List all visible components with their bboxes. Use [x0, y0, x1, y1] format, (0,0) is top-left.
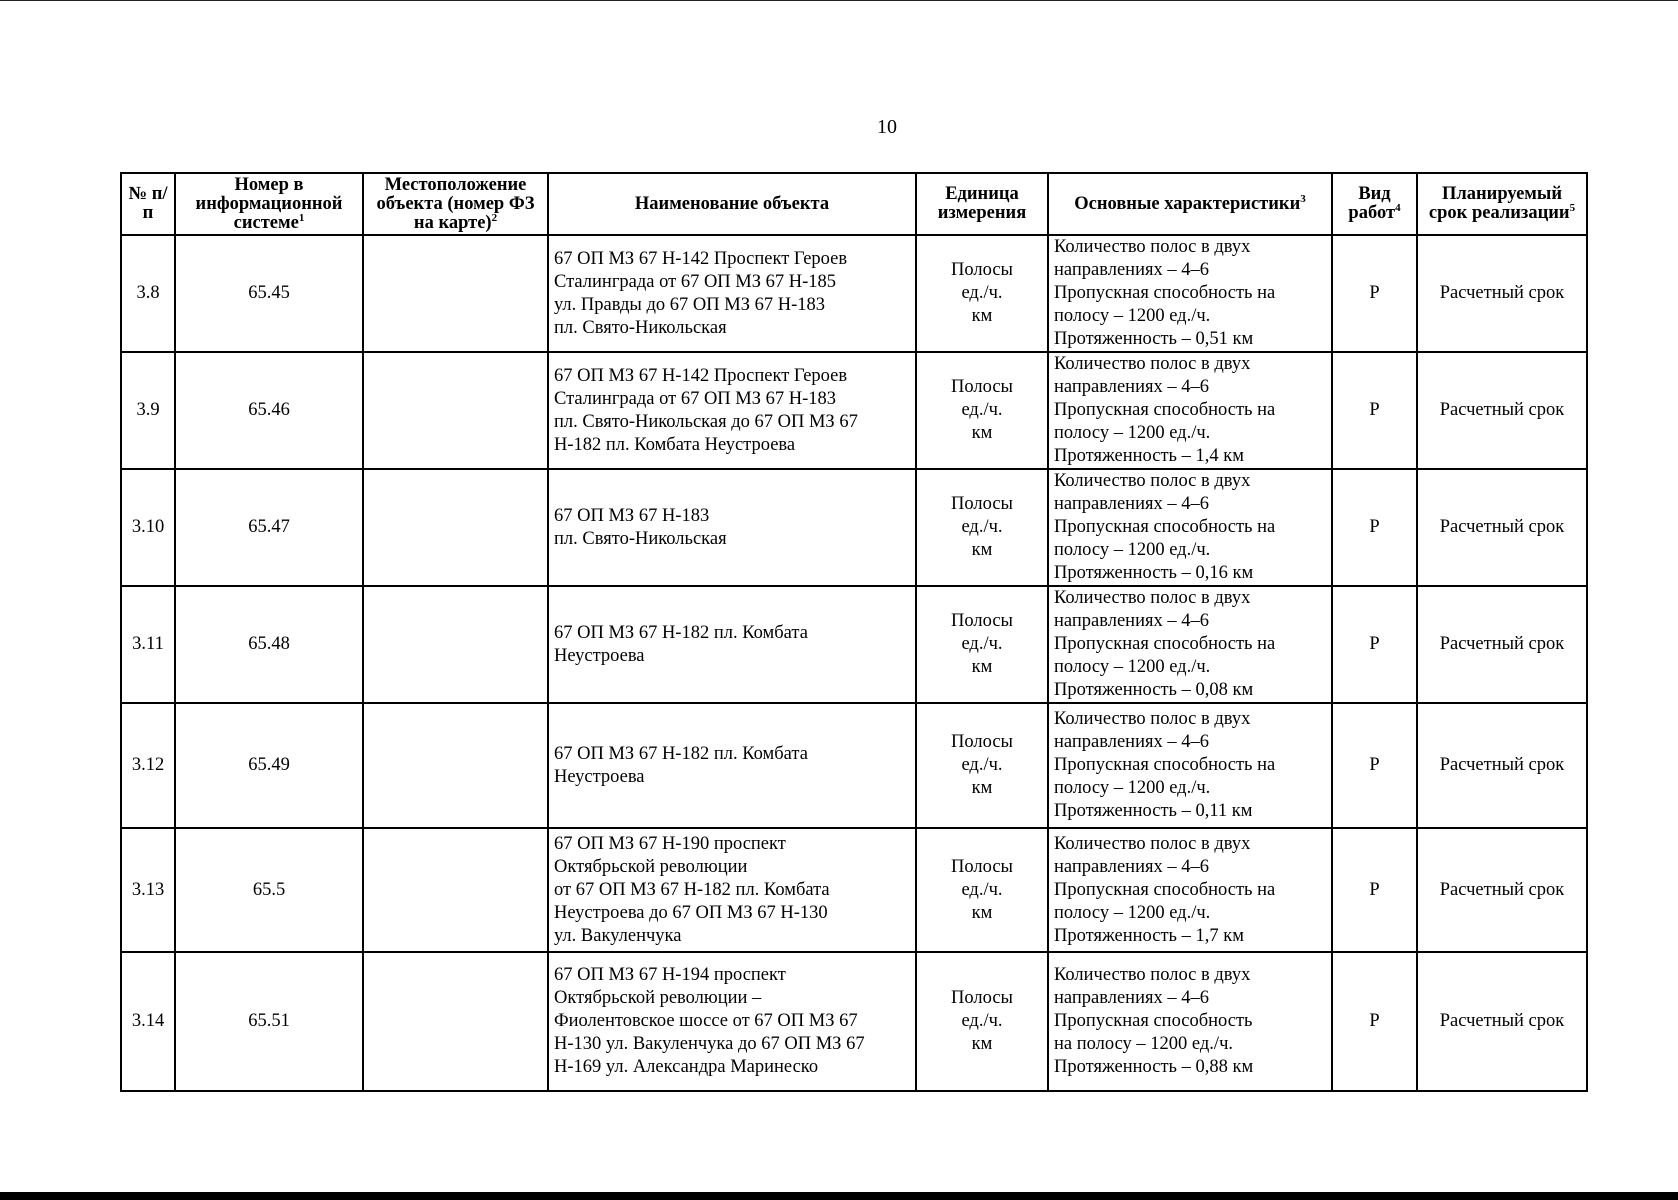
characteristic-line: Пропускная способность [1054, 1011, 1253, 1031]
unit-line: км [971, 540, 993, 560]
characteristic-line: Количество полос в двух [1054, 237, 1251, 257]
characteristic-line: на полосу – 1200 ед./ч. [1054, 1034, 1234, 1054]
cell-term: Расчетный срок [1417, 828, 1587, 952]
cell-num: 3.8 [121, 235, 175, 352]
header-num: № п/п [121, 173, 175, 235]
unit-line: км [971, 423, 993, 443]
cell-characteristics [1048, 352, 1332, 469]
bottom-scan-edge [0, 1192, 1678, 1200]
cell-info-number: 65.49 [175, 703, 363, 828]
header-object-name: Наименование объекта [548, 173, 916, 235]
cell-location [363, 703, 548, 828]
cell-unit [916, 703, 1048, 828]
object-name-line: Неустроева до 67 ОП МЗ 67 Н-130 [554, 902, 828, 923]
cell-info-number: 65.51 [175, 952, 363, 1091]
cell-work-type: Р [1332, 703, 1417, 828]
cell-term: Расчетный срок [1417, 469, 1587, 586]
cell-work-type: Р [1332, 235, 1417, 352]
object-name-line: 67 ОП МЗ 67 Н-142 Проспект Героев [554, 365, 848, 386]
cell-work-type: Р [1332, 352, 1417, 469]
table-row [121, 352, 1587, 469]
table-row [121, 586, 1587, 703]
cell-unit [916, 586, 1048, 703]
unit-line: Полосы [951, 611, 1013, 631]
object-name-line: 67 ОП МЗ 67 Н-183 [554, 505, 710, 526]
characteristic-line: полосу – 1200 ед./ч. [1054, 902, 1211, 923]
header-characteristics: Основные характеристики$^3$ [1048, 173, 1332, 235]
table-row [121, 828, 1587, 952]
unit-line: Полосы [951, 988, 1013, 1008]
object-name-line: пл. Свято-Никольская до 67 ОП МЗ 67 [554, 411, 858, 432]
cell-location [363, 352, 548, 469]
unit-line: Полосы [951, 494, 1013, 514]
header-work-type: Вид работ$^4$ [1332, 173, 1417, 235]
cell-location [363, 586, 548, 703]
object-name-line: от 67 ОП МЗ 67 Н-182 пл. Комбата [554, 879, 830, 900]
unit-line: км [971, 306, 993, 326]
cell-num: 3.14 [121, 952, 175, 1091]
cell-unit [916, 235, 1048, 352]
characteristic-line: Протяженность – 0,08 км [1054, 680, 1254, 700]
unit-line: Полосы [951, 260, 1013, 280]
characteristic-line: Пропускная способность на [1054, 283, 1276, 303]
unit-line: км [971, 778, 993, 798]
object-name-line: 67 ОП МЗ 67 Н-190 проспект [554, 833, 786, 854]
object-name-line: Неустроева [554, 645, 645, 666]
cell-location [363, 952, 548, 1091]
object-name-line: Неустроева [554, 766, 645, 787]
cell-characteristics [1048, 952, 1332, 1091]
object-name-line: пл. Свято-Никольская [554, 317, 727, 338]
object-name-line: пл. Свято-Никольская [554, 528, 727, 549]
cell-work-type: Р [1332, 952, 1417, 1091]
table-row [121, 952, 1587, 1091]
object-name-line: Фиолентовское шоссе от 67 ОП МЗ 67 [554, 1011, 858, 1031]
cell-info-number: 65.47 [175, 469, 363, 586]
object-name-line: 67 ОП МЗ 67 Н-194 проспект [554, 965, 786, 985]
unit-line: Полосы [951, 732, 1013, 752]
cell-object-name [548, 586, 916, 703]
characteristic-line: направлениях – 4–6 [1054, 494, 1209, 514]
cell-object-name [548, 352, 916, 469]
unit-line: ед./ч. [961, 634, 1003, 654]
characteristic-line: полосу – 1200 ед./ч. [1054, 540, 1211, 560]
characteristic-line: полосу – 1200 ед./ч. [1054, 306, 1211, 326]
object-name-line: Н-182 пл. Комбата Неустроева [554, 434, 796, 455]
characteristic-line: Количество полос в двух [1054, 965, 1251, 985]
unit-line: км [971, 1034, 993, 1054]
characteristic-line: Протяженность – 0,51 км [1054, 329, 1254, 349]
characteristic-line: Протяженность – 0,16 км [1054, 563, 1254, 583]
cell-object-name [548, 469, 916, 586]
cell-characteristics [1048, 469, 1332, 586]
unit-line: км [971, 902, 993, 923]
characteristic-line: направлениях – 4–6 [1054, 260, 1209, 280]
cell-info-number: 65.5 [175, 828, 363, 952]
top-scan-line [0, 0, 1678, 1]
object-name-line: 67 ОП МЗ 67 Н-142 Проспект Героев [554, 248, 848, 269]
cell-object-name [548, 828, 916, 952]
characteristic-line: Количество полос в двух [1054, 833, 1251, 854]
object-name-line: Сталинграда от 67 ОП МЗ 67 Н-185 [554, 271, 837, 292]
cell-num: 3.9 [121, 352, 175, 469]
cell-location [363, 469, 548, 586]
cell-unit [916, 952, 1048, 1091]
cell-term: Расчетный срок [1417, 952, 1587, 1091]
unit-line: ед./ч. [961, 755, 1003, 775]
cell-info-number: 65.48 [175, 586, 363, 703]
object-name-line: 67 ОП МЗ 67 Н-182 пл. Комбата [554, 743, 808, 764]
object-name-line: ул. Вакуленчука [554, 925, 682, 946]
unit-line: км [971, 657, 993, 677]
characteristic-line: Количество полос в двух [1054, 471, 1251, 491]
header-term: Планируемый срок реализации$^5$ [1417, 173, 1587, 235]
cell-location [363, 828, 548, 952]
unit-line: ед./ч. [961, 517, 1003, 537]
cell-term: Расчетный срок [1417, 703, 1587, 828]
characteristic-line: Количество полос в двух [1054, 588, 1251, 608]
characteristic-line: Пропускная способность на [1054, 517, 1276, 537]
cell-work-type: Р [1332, 828, 1417, 952]
object-name-line: ул. Правды до 67 ОП МЗ 67 Н-183 [554, 294, 825, 315]
characteristic-line: направлениях – 4–6 [1054, 377, 1209, 397]
characteristic-line: Протяженность – 0,88 км [1054, 1057, 1254, 1077]
header-info-number: Номер в информационной системе$^1$ [175, 173, 363, 235]
characteristic-line: полосу – 1200 ед./ч. [1054, 778, 1211, 798]
cell-characteristics [1048, 586, 1332, 703]
cell-info-number: 65.45 [175, 235, 363, 352]
object-name-line: Октябрьской революции [554, 856, 748, 877]
cell-num: 3.13 [121, 828, 175, 952]
cell-work-type: Р [1332, 469, 1417, 586]
object-name-line: 67 ОП МЗ 67 Н-182 пл. Комбата [554, 622, 808, 643]
cell-object-name [548, 952, 916, 1091]
cell-object-name [548, 703, 916, 828]
unit-line: ед./ч. [961, 879, 1003, 900]
unit-line: Полосы [951, 377, 1013, 397]
cell-characteristics [1048, 828, 1332, 952]
characteristic-line: Пропускная способность на [1054, 879, 1276, 900]
cell-object-name [548, 235, 916, 352]
header-unit: Единица измерения [916, 173, 1048, 235]
unit-line: ед./ч. [961, 1011, 1003, 1031]
table-row [121, 235, 1587, 352]
characteristic-line: полосу – 1200 ед./ч. [1054, 657, 1211, 677]
characteristic-line: Протяженность – 1,7 км [1054, 925, 1244, 946]
object-name-line: Н-169 ул. Александра Маринеско [554, 1057, 819, 1077]
characteristic-line: полосу – 1200 ед./ч. [1054, 423, 1211, 443]
table-row [121, 469, 1587, 586]
cell-characteristics [1048, 703, 1332, 828]
characteristic-line: Пропускная способность на [1054, 400, 1276, 420]
page-number: 10 [877, 116, 897, 138]
cell-location [363, 235, 548, 352]
characteristic-line: Пропускная способность на [1054, 755, 1276, 775]
characteristic-line: направлениях – 4–6 [1054, 988, 1209, 1008]
characteristic-line: Пропускная способность на [1054, 634, 1276, 654]
characteristic-line: Количество полос в двух [1054, 709, 1251, 729]
object-name-line: Октябрьской революции – [554, 988, 762, 1008]
objects-table [120, 172, 1588, 1092]
unit-line: ед./ч. [961, 283, 1003, 303]
cell-term: Расчетный срок [1417, 586, 1587, 703]
characteristic-line: направлениях – 4–6 [1054, 611, 1209, 631]
cell-term: Расчетный срок [1417, 235, 1587, 352]
cell-num: 3.11 [121, 586, 175, 703]
cell-characteristics [1048, 235, 1332, 352]
table-row [121, 703, 1587, 828]
table-header-row [121, 173, 1587, 235]
cell-num: 3.10 [121, 469, 175, 586]
object-name-line: Н-130 ул. Вакуленчука до 67 ОП МЗ 67 [554, 1034, 865, 1054]
cell-term: Расчетный срок [1417, 352, 1587, 469]
characteristic-line: направлениях – 4–6 [1054, 732, 1209, 752]
cell-unit [916, 352, 1048, 469]
characteristic-line: Протяженность – 0,11 км [1054, 801, 1253, 821]
cell-unit [916, 469, 1048, 586]
characteristic-line: Протяженность – 1,4 км [1054, 446, 1244, 466]
header-location: Местоположение объекта (номер ФЗ на карте)$^2$ [363, 173, 548, 235]
characteristic-line: направлениях – 4–6 [1054, 856, 1209, 877]
cell-info-number: 65.46 [175, 352, 363, 469]
cell-work-type: Р [1332, 586, 1417, 703]
object-name-line: Сталинграда от 67 ОП МЗ 67 Н-183 [554, 388, 837, 409]
characteristic-line: Количество полос в двух [1054, 354, 1251, 374]
unit-line: Полосы [951, 856, 1013, 877]
unit-line: ед./ч. [961, 400, 1003, 420]
cell-num: 3.12 [121, 703, 175, 828]
cell-unit [916, 828, 1048, 952]
